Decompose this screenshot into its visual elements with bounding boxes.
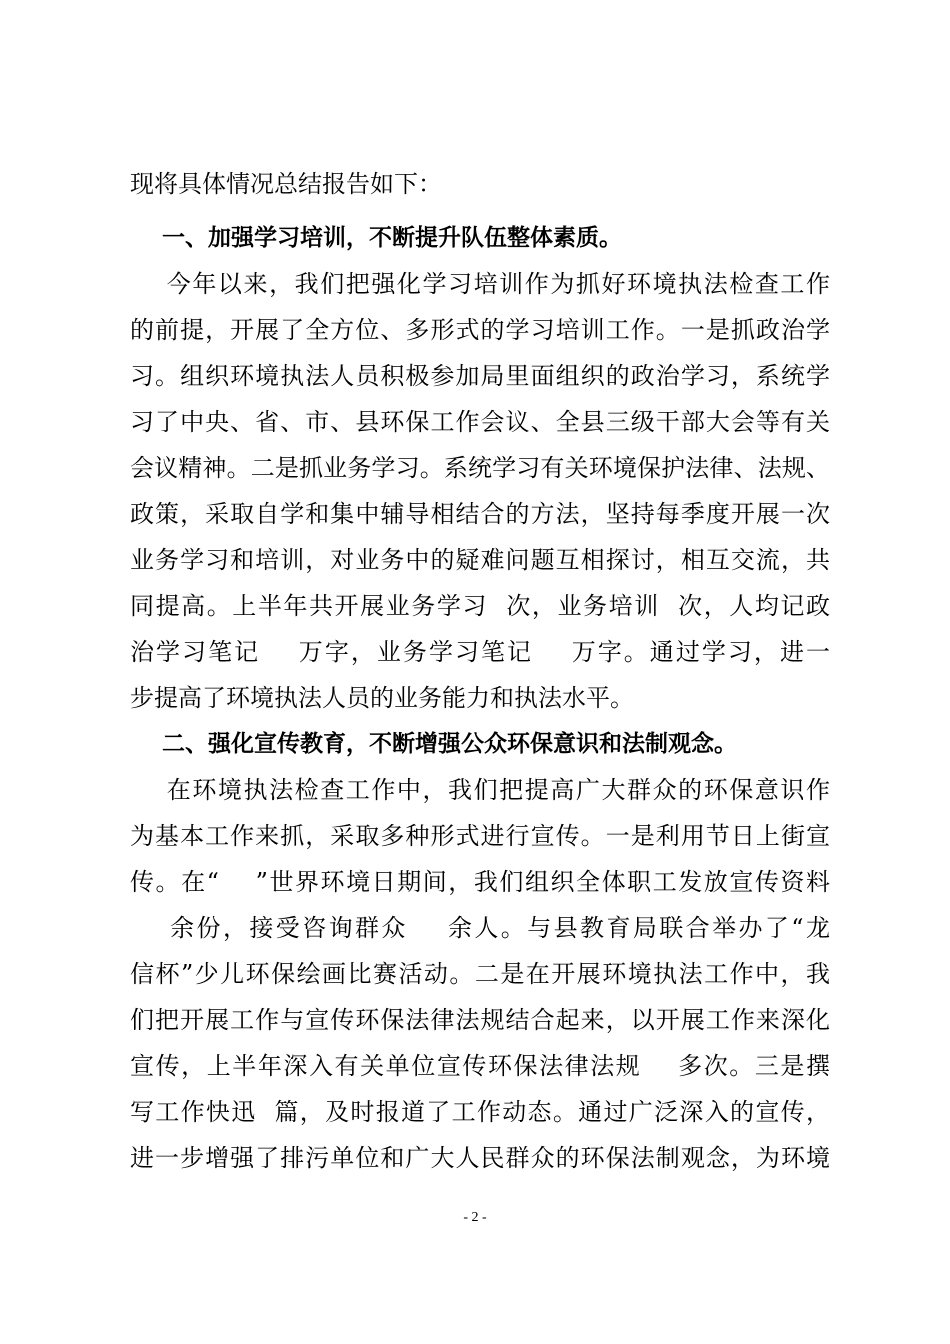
paragraph-line: 们把开展工作与宣传环保法律法规结合起来，以开展工作来深化 [130, 1006, 830, 1034]
page-number: - 2 - [463, 1210, 487, 1225]
section-heading-1: 一、加强学习培训，不断提升队伍整体素质。 [130, 225, 623, 251]
paragraph-line: 信杯”少儿环保绘画比赛活动。二是在开展环境执法工作中，我 [130, 960, 830, 988]
paragraph-line: 习。组织环境执法人员积极参加局里面组织的政治学习，系统学 [130, 362, 830, 390]
paragraph-line: 传。在“ ”世界环境日期间，我们组织全体职工发放宣传资料 [130, 868, 830, 896]
paragraph-line: 步提高了环境执法人员的业务能力和执法水平。 [130, 684, 634, 712]
paragraph-line: 余份，接受咨询群众 余人。与县教育局联合举办了“龙 [130, 914, 830, 942]
paragraph-line: 进一步增强了排污单位和广大人民群众的环保法制观念，为环境 [130, 1144, 830, 1172]
paragraph-line: 同提高。上半年共开展业务学习 次，业务培训 次，人均记政 [130, 592, 830, 620]
paragraph-line: 今年以来，我们把强化学习培训作为抓好环境执法检查工作 [130, 270, 830, 298]
section-heading-2: 二、强化宣传教育，不断增强公众环保意识和法制观念。 [130, 731, 738, 757]
paragraph-line: 宣传，上半年深入有关单位宣传环保法律法规 多次。三是撰 [130, 1052, 830, 1080]
paragraph-line: 治学习笔记 万字，业务学习笔记 万字。通过学习，进一 [130, 638, 830, 666]
paragraph-line: 习了中央、省、市、县环保工作会议、全县三级干部大会等有关 [130, 408, 830, 436]
paragraph-line: 在环境执法检查工作中，我们把提高广大群众的环保意识作 [130, 776, 830, 804]
paragraph-line: 的前提，开展了全方位、多形式的学习培训工作。一是抓政治学 [130, 316, 830, 344]
paragraph-line: 会议精神。二是抓业务学习。系统学习有关环境保护法律、法规、 [130, 454, 830, 482]
paragraph-line: 为基本工作来抓，采取多种形式进行宣传。一是利用节日上街宣 [130, 822, 830, 850]
paragraph-line: 写工作快迅 篇，及时报道了工作动态。通过广泛深入的宣传， [130, 1098, 830, 1126]
paragraph-line: 政策，采取自学和集中辅导相结合的方法，坚持每季度开展一次 [130, 500, 830, 528]
intro-line: 现将具体情况总结报告如下： [130, 170, 442, 198]
paragraph-line: 业务学习和培训，对业务中的疑难问题互相探讨，相互交流，共 [130, 546, 830, 574]
